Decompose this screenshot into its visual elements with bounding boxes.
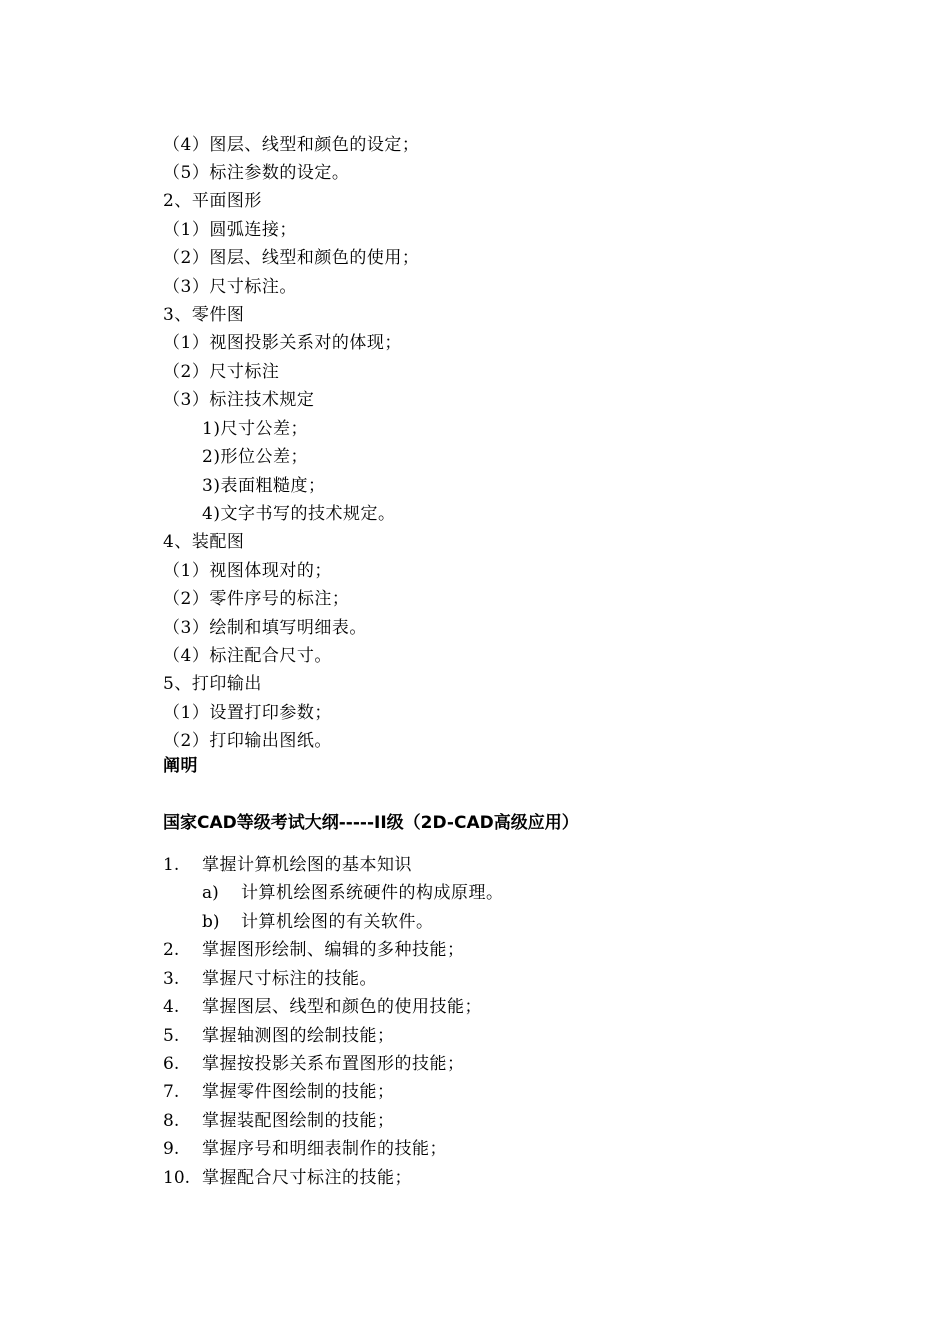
list-item: 掌握序号和明细表制作的技能； <box>202 1139 447 1159</box>
list-number: 5. <box>163 1026 180 1046</box>
text-line: （3）尺寸标注。 <box>163 277 297 297</box>
text-line: 2)形位公差； <box>202 447 308 467</box>
list-item: 掌握装配图绘制的技能； <box>202 1111 395 1131</box>
text-line: （3）绘制和填写明细表。 <box>163 618 367 638</box>
text-line: （4）图层、线型和颜色的设定； <box>163 135 420 155</box>
list-number: a) <box>202 883 219 903</box>
text-line: （3）标注技术规定 <box>163 390 315 410</box>
text-line: （2）图层、线型和颜色的使用； <box>163 248 420 268</box>
text-line: 3、零件图 <box>163 305 245 325</box>
text-line: （2）打印输出图纸。 <box>163 731 332 751</box>
text-line: （1）视图体现对的； <box>163 561 332 581</box>
list-number: 4. <box>163 997 180 1017</box>
list-number: 7. <box>163 1082 180 1102</box>
list-item: 掌握零件图绘制的技能； <box>202 1082 395 1102</box>
section-heading: 阐明 <box>163 756 198 776</box>
text-line: （1）设置打印参数； <box>163 703 332 723</box>
text-line: （2）零件序号的标注； <box>163 589 350 609</box>
text-line: 4)文字书写的技术规定。 <box>202 504 396 524</box>
list-item: 计算机绘图的有关软件。 <box>241 912 434 932</box>
text-line: （1）圆弧连接； <box>163 220 297 240</box>
list-number: 8. <box>163 1111 180 1131</box>
list-item: 掌握图层、线型和颜色的使用技能； <box>202 997 482 1017</box>
list-number: b) <box>202 912 220 932</box>
list-item: 掌握配合尺寸标注的技能； <box>202 1168 412 1188</box>
list-item: 掌握尺寸标注的技能。 <box>202 969 377 989</box>
list-number: 2. <box>163 940 180 960</box>
text-line: 2、平面图形 <box>163 191 262 211</box>
text-line: （1）视图投影关系对的体现； <box>163 333 402 353</box>
page-title: 国家CAD等级考试大纲-----II级（2D-CAD高级应用） <box>163 813 579 833</box>
text-line: （4）标注配合尺寸。 <box>163 646 332 666</box>
list-item: 掌握按投影关系布置图形的技能； <box>202 1054 465 1074</box>
list-item: 掌握图形绘制、编辑的多种技能； <box>202 940 465 960</box>
list-item: 掌握计算机绘图的基本知识 <box>202 855 412 875</box>
list-number: 1. <box>163 855 180 875</box>
text-line: 5、打印输出 <box>163 674 262 694</box>
text-line: 4、装配图 <box>163 532 245 552</box>
text-line: （5）标注参数的设定。 <box>163 163 350 183</box>
text-line: （2）尺寸标注 <box>163 362 280 382</box>
text-line: 3)表面粗糙度； <box>202 476 326 496</box>
list-number: 3. <box>163 969 180 989</box>
text-line: 1)尺寸公差； <box>202 419 308 439</box>
list-item: 掌握轴测图的绘制技能； <box>202 1026 395 1046</box>
list-item: 计算机绘图系统硬件的构成原理。 <box>241 883 504 903</box>
list-number: 10. <box>163 1168 191 1188</box>
list-number: 9. <box>163 1139 180 1159</box>
list-number: 6. <box>163 1054 180 1074</box>
